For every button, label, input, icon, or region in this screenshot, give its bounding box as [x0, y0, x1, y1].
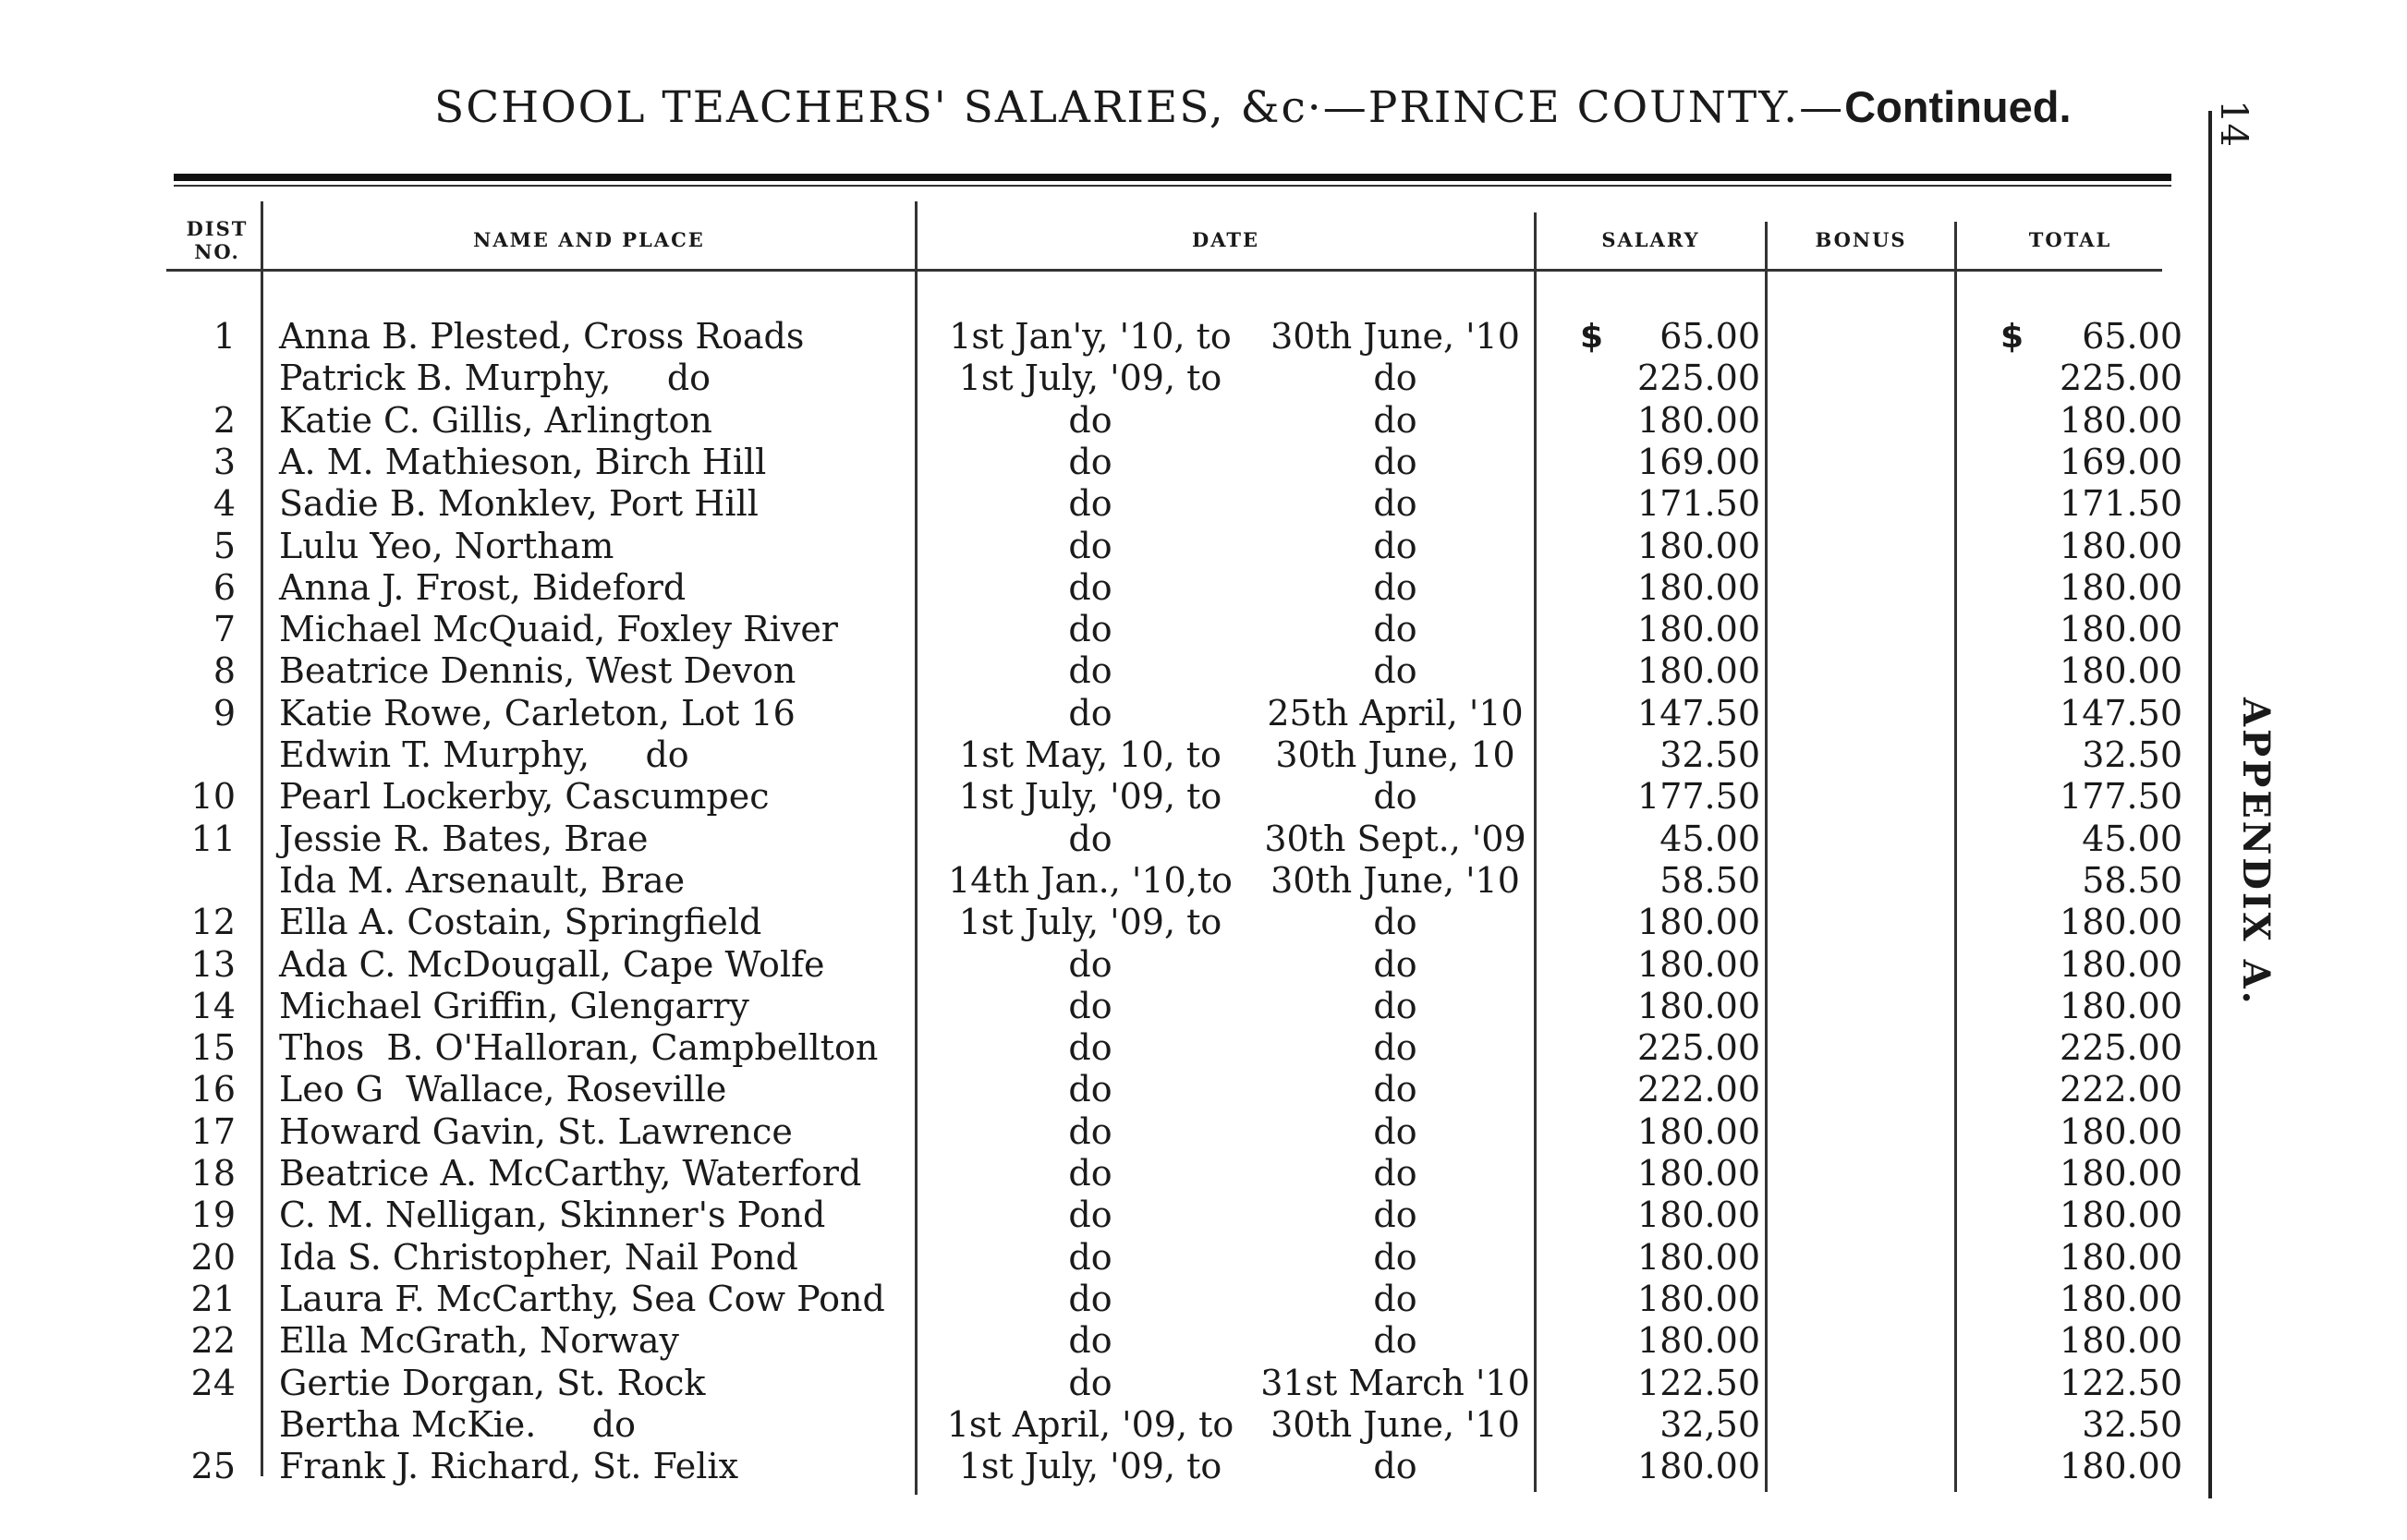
table-row	[0, 819, 2208, 860]
teacher-name-place: Pearl Lockerby, Cascumpec	[279, 776, 770, 818]
teacher-name-place: Ella A. Costain, Springfield	[279, 902, 762, 943]
teacher-name-place: Michael Griffin, Glengarry	[279, 985, 749, 1026]
teacher-name-place: Anna B. Plested, Cross Roads	[279, 316, 805, 357]
date-to: do	[1373, 1446, 1417, 1487]
salary-amount: 222.00	[1637, 1069, 1760, 1110]
teacher-name-place: Ada C. McDougall, Cape Wolfe	[279, 943, 825, 985]
table-row	[0, 1153, 2208, 1194]
total-amount: 45.00	[2082, 818, 2182, 859]
total-amount: 180.00	[2060, 902, 2182, 943]
salary-amount: 58.50	[1659, 859, 1760, 901]
dist-number: 18	[190, 1153, 236, 1194]
table-row	[0, 358, 2208, 399]
date-from: 1st April, '09, to	[946, 1403, 1234, 1445]
salary-amount: 180.00	[1637, 525, 1760, 566]
dist-number: 12	[190, 902, 236, 943]
date-from: do	[1068, 1278, 1112, 1319]
date-from: do	[1068, 1194, 1112, 1236]
teacher-name-place: Katie Rowe, Carleton, Lot 16	[279, 692, 796, 734]
teacher-name-place: Michael McQuaid, Foxley River	[279, 609, 838, 650]
dist-number: 17	[190, 1110, 236, 1152]
date-to: do	[1373, 985, 1417, 1026]
teacher-name-place: Ella McGrath, Norway	[279, 1320, 679, 1362]
total-amount: 122.50	[2060, 1362, 2182, 1403]
teacher-name-place: Laura F. McCarthy, Sea Cow Pond	[279, 1278, 885, 1319]
table-row	[0, 526, 2208, 567]
date-to: do	[1373, 1320, 1417, 1362]
table-row	[0, 1363, 2208, 1404]
table-row	[0, 1194, 2208, 1236]
salary-amount: 180.00	[1637, 1110, 1760, 1152]
dist-number: 2	[213, 399, 236, 441]
dist-number: 3	[213, 441, 236, 482]
date-to: do	[1373, 1069, 1417, 1110]
page-title-continued: Continued.	[1844, 82, 2072, 131]
total-amount: 32.50	[2082, 1403, 2182, 1445]
total-amount: 169.00	[2060, 441, 2182, 482]
header-total: TOTAL	[2028, 228, 2112, 252]
date-to: do	[1373, 902, 1417, 943]
salary-amount: 225.00	[1637, 1027, 1760, 1069]
table-row	[0, 1111, 2208, 1153]
dist-number: 24	[190, 1362, 236, 1403]
table-row	[0, 1446, 2208, 1487]
salary-amount: 32.50	[1659, 734, 1760, 775]
total-amount: 147.50	[2060, 692, 2182, 734]
total-amount: 180.00	[2060, 525, 2182, 566]
header-salary: SALARY	[1601, 228, 1700, 252]
salary-dollar-sign: $	[1580, 318, 1604, 356]
date-to: 31st March '10	[1260, 1362, 1530, 1403]
table-row	[0, 1320, 2208, 1362]
total-amount: 180.00	[2060, 1446, 2182, 1487]
date-to: 30th Sept., '09	[1264, 818, 1526, 859]
table-row	[0, 567, 2208, 609]
page-number: 14	[2212, 100, 2255, 147]
salary-amount: 45.00	[1659, 818, 1760, 859]
teacher-name-place: Beatrice Dennis, West Devon	[279, 650, 796, 692]
date-to: do	[1373, 609, 1417, 650]
teacher-name-place: Lulu Yeo, Northam	[279, 525, 614, 566]
date-to: do	[1373, 650, 1417, 692]
table-row	[0, 609, 2208, 650]
page-title-main: SCHOOL TEACHERS' SALARIES, &c·—PRINCE COUNTY.—	[434, 82, 1845, 133]
total-amount: 180.00	[2060, 985, 2182, 1026]
salary-amount: 180.00	[1637, 566, 1760, 608]
dist-number: 6	[213, 566, 236, 608]
teacher-name-place: Leo G Wallace, Roseville	[279, 1069, 727, 1110]
total-amount: 180.00	[2060, 399, 2182, 441]
dist-number: 4	[213, 483, 236, 525]
salary-amount: 180.00	[1637, 609, 1760, 650]
dist-number: 7	[213, 609, 236, 650]
top-thin-rule	[174, 185, 2171, 187]
salary-amount: 65.00	[1659, 316, 1760, 357]
header-name-and-place: NAME AND PLACE	[473, 228, 705, 252]
total-dollar-sign: $	[2000, 318, 2024, 356]
dist-number: 13	[190, 943, 236, 985]
dist-number: 14	[190, 985, 236, 1026]
table-row	[0, 400, 2208, 442]
salary-amount: 177.50	[1637, 776, 1760, 818]
dist-number: 8	[213, 650, 236, 692]
date-from: 1st May, 10, to	[959, 734, 1222, 775]
table-row	[0, 650, 2208, 692]
table-row	[0, 1237, 2208, 1279]
date-from: 14th Jan., '10,to	[948, 859, 1233, 901]
dist-number: 9	[213, 692, 236, 734]
page-title	[434, 81, 2072, 133]
date-to: do	[1373, 943, 1417, 985]
date-to: 30th June, '10	[1270, 316, 1520, 357]
appendix-label: APPENDIX A.	[2234, 697, 2278, 1007]
date-from: do	[1068, 1362, 1112, 1403]
date-to: do	[1373, 525, 1417, 566]
table-row	[0, 316, 2208, 358]
table-row	[0, 1404, 2208, 1446]
date-from: do	[1068, 525, 1112, 566]
table-row	[0, 693, 2208, 734]
date-from: 1st July, '09, to	[958, 902, 1222, 943]
total-amount: 180.00	[2060, 1236, 2182, 1278]
dist-number: 5	[213, 525, 236, 566]
salary-amount: 180.00	[1637, 985, 1760, 1026]
date-to: do	[1373, 358, 1417, 399]
dist-number: 10	[190, 776, 236, 818]
teacher-name-place: Katie C. Gillis, Arlington	[279, 399, 712, 441]
dist-number: 21	[190, 1278, 236, 1319]
salary-amount: 122.50	[1637, 1362, 1760, 1403]
salary-amount: 180.00	[1637, 399, 1760, 441]
date-to: 30th June, '10	[1270, 859, 1520, 901]
total-amount: 32.50	[2082, 734, 2182, 775]
salary-amount: 32,50	[1659, 1403, 1760, 1445]
date-from: 1st July, '09, to	[958, 1446, 1222, 1487]
table-row	[0, 902, 2208, 943]
right-margin-rule	[2208, 111, 2212, 1498]
date-from: do	[1068, 483, 1112, 525]
date-from: do	[1068, 1110, 1112, 1152]
table-row	[0, 734, 2208, 776]
salary-amount: 180.00	[1637, 650, 1760, 692]
teacher-name-place: Ida M. Arsenault, Brae	[279, 859, 686, 901]
dist-number: 25	[190, 1446, 236, 1487]
teacher-name-place: Beatrice A. McCarthy, Waterford	[279, 1153, 862, 1194]
date-from: do	[1068, 1153, 1112, 1194]
salary-amount: 225.00	[1637, 358, 1760, 399]
date-from: 1st July, '09, to	[958, 776, 1222, 818]
dist-number: 11	[190, 818, 236, 859]
table-row	[0, 776, 2208, 818]
teacher-name-place: Gertie Dorgan, St. Rock	[279, 1362, 706, 1403]
total-amount: 225.00	[2060, 1027, 2182, 1069]
table-row	[0, 1069, 2208, 1110]
dist-number: 22	[190, 1320, 236, 1362]
total-amount: 180.00	[2060, 943, 2182, 985]
date-from: do	[1068, 943, 1112, 985]
salary-amount: 180.00	[1637, 1236, 1760, 1278]
header-bonus: BONUS	[1815, 228, 1907, 252]
total-amount: 180.00	[2060, 609, 2182, 650]
date-to: do	[1373, 441, 1417, 482]
table-row	[0, 944, 2208, 986]
teacher-name-place: Howard Gavin, St. Lawrence	[279, 1110, 793, 1152]
salary-amount: 171.50	[1637, 483, 1760, 525]
total-amount: 58.50	[2082, 859, 2182, 901]
date-to: do	[1373, 1278, 1417, 1319]
date-from: do	[1068, 692, 1112, 734]
date-to: do	[1373, 776, 1417, 818]
date-to: do	[1373, 566, 1417, 608]
teacher-name-place: Anna J. Frost, Bideford	[279, 566, 687, 608]
total-amount: 180.00	[2060, 1153, 2182, 1194]
teacher-name-place: Jessie R. Bates, Brae	[279, 818, 649, 859]
total-amount: 177.50	[2060, 776, 2182, 818]
teacher-name-place: A. M. Mathieson, Birch Hill	[279, 441, 767, 482]
date-to: 30th June, '10	[1270, 1403, 1520, 1445]
header-date: DATE	[1192, 228, 1259, 252]
salary-amount: 180.00	[1637, 902, 1760, 943]
date-from: do	[1068, 985, 1112, 1026]
date-from: do	[1068, 609, 1112, 650]
date-to: do	[1373, 1027, 1417, 1069]
teacher-name-place: C. M. Nelligan, Skinner's Pond	[279, 1194, 826, 1236]
total-amount: 180.00	[2060, 650, 2182, 692]
teacher-name-place: Edwin T. Murphy, do	[279, 734, 689, 775]
total-amount: 222.00	[2060, 1069, 2182, 1110]
total-amount: 180.00	[2060, 566, 2182, 608]
total-amount: 180.00	[2060, 1278, 2182, 1319]
teacher-name-place: Ida S. Christopher, Nail Pond	[279, 1236, 798, 1278]
table-row	[0, 1279, 2208, 1320]
dist-number: 20	[190, 1236, 236, 1278]
total-amount: 225.00	[2060, 358, 2182, 399]
header-dist-no: DIST NO.	[186, 216, 249, 263]
salary-amount: 180.00	[1637, 1194, 1760, 1236]
dist-number: 1	[213, 316, 236, 357]
date-from: do	[1068, 441, 1112, 482]
date-from: do	[1068, 1236, 1112, 1278]
dist-number: 15	[190, 1027, 236, 1069]
teacher-name-place: Sadie B. Monklev, Port Hill	[279, 483, 759, 525]
date-to: do	[1373, 1236, 1417, 1278]
date-to: do	[1373, 483, 1417, 525]
date-from: do	[1068, 1027, 1112, 1069]
date-from: do	[1068, 399, 1112, 441]
teacher-name-place: Patrick B. Murphy, do	[279, 358, 711, 399]
top-thick-rule	[174, 174, 2171, 181]
date-to: do	[1373, 399, 1417, 441]
date-from: 1st Jan'y, '10, to	[949, 316, 1232, 357]
table-row	[0, 442, 2208, 483]
salary-amount: 180.00	[1637, 1320, 1760, 1362]
date-from: do	[1068, 818, 1112, 859]
salary-amount: 169.00	[1637, 441, 1760, 482]
table-row	[0, 1027, 2208, 1069]
dist-number: 16	[190, 1069, 236, 1110]
date-from: 1st July, '09, to	[958, 358, 1222, 399]
total-amount: 180.00	[2060, 1110, 2182, 1152]
teacher-name-place: Bertha McKie. do	[279, 1403, 636, 1445]
teacher-name-place: Thos B. O'Halloran, Campbellton	[279, 1027, 879, 1069]
date-to: do	[1373, 1194, 1417, 1236]
table-row	[0, 483, 2208, 525]
salary-amount: 147.50	[1637, 692, 1760, 734]
table-row	[0, 860, 2208, 902]
table-row	[0, 986, 2208, 1027]
date-from: do	[1068, 1320, 1112, 1362]
salary-amount: 180.00	[1637, 1153, 1760, 1194]
salary-amount: 180.00	[1637, 943, 1760, 985]
teacher-name-place: Frank J. Richard, St. Felix	[279, 1446, 739, 1487]
date-to: 25th April, '10	[1267, 692, 1524, 734]
total-amount: 65.00	[2082, 316, 2182, 357]
date-from: do	[1068, 650, 1112, 692]
salary-amount: 180.00	[1637, 1278, 1760, 1319]
date-from: do	[1068, 566, 1112, 608]
date-to: do	[1373, 1110, 1417, 1152]
salary-amount: 180.00	[1637, 1446, 1760, 1487]
date-to: 30th June, 10	[1275, 734, 1515, 775]
header-bottom-rule	[166, 269, 2162, 272]
total-amount: 180.00	[2060, 1320, 2182, 1362]
total-amount: 171.50	[2060, 483, 2182, 525]
date-to: do	[1373, 1153, 1417, 1194]
total-amount: 180.00	[2060, 1194, 2182, 1236]
dist-number: 19	[190, 1194, 236, 1236]
date-from: do	[1068, 1069, 1112, 1110]
